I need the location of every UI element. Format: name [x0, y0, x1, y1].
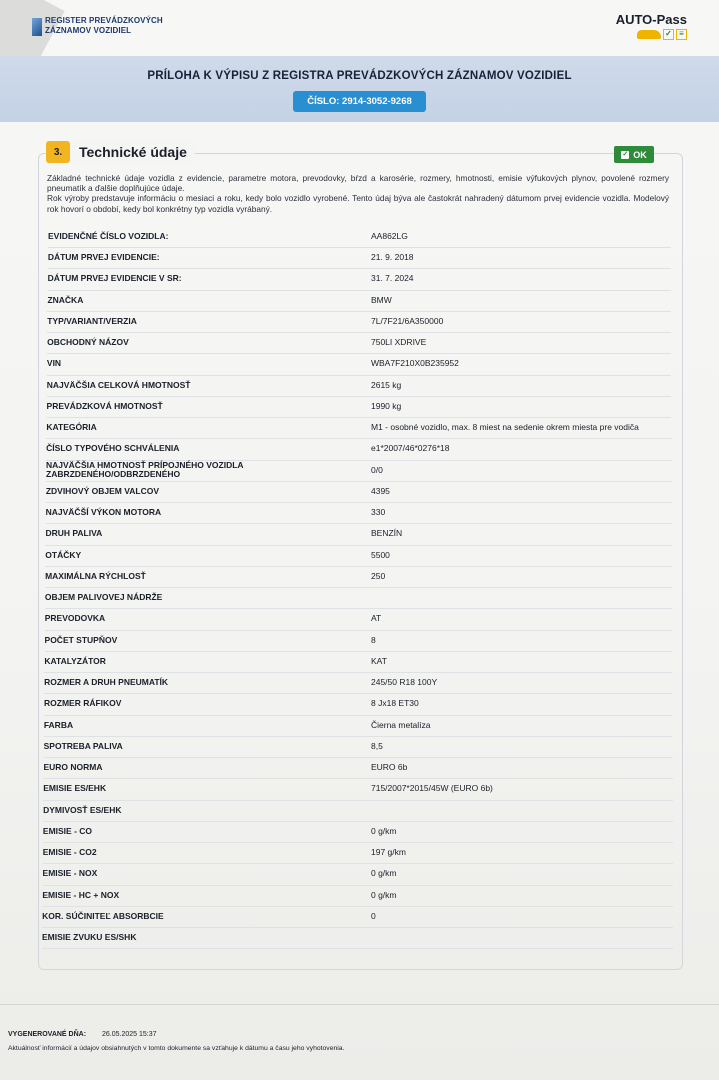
- table-row: [42, 927, 673, 949]
- row-label: OBJEM PALIVOVEJ NÁDRŽE: [44, 592, 163, 602]
- autopass-brand: AUTO-Pass: [615, 12, 687, 27]
- row-value: 0 g/km: [370, 889, 397, 900]
- table-row: [48, 226, 671, 248]
- table-row: [47, 290, 671, 312]
- table-row: [42, 906, 673, 928]
- row-label: KATEGÓRIA: [46, 422, 97, 432]
- row-value: M1 - osobné vozidlo, max. 8 miest na sedenie okrem miesta pre vodiča: [370, 422, 639, 432]
- table-row: [47, 396, 672, 418]
- table-row: [43, 821, 673, 843]
- table-row: [45, 566, 672, 588]
- row-value: 197 g/km: [370, 847, 406, 857]
- registry-name-line1: REGISTER PREVÁDZKOVÝCH: [45, 16, 163, 25]
- row-label: ZDVIHOVÝ OBJEM VALCOV: [45, 485, 160, 496]
- row-value: 8,5: [370, 740, 383, 751]
- section-title: Technické údaje: [79, 144, 187, 160]
- row-value: e1*2007/46*0276*18: [370, 443, 450, 454]
- row-value: 0/0: [371, 464, 383, 475]
- table-row: [44, 736, 673, 758]
- table-row: [45, 609, 672, 631]
- row-label: POČET STUPŇOV: [44, 634, 118, 645]
- autopass-logo: [616, 12, 687, 40]
- row-label: VIN: [46, 358, 62, 369]
- row-value: EURO 6b: [370, 762, 408, 772]
- row-value: 750LI XDRIVE: [370, 337, 427, 347]
- intro-paragraph-1: Základné technické údaje vozidla z evidencie, parametre motora, prevodovky, bŕzd a karosérie, rozmery, hmotnosti, emisie výfukových plynov, povolené rozmery pneumatík a ďalšie doplňujúce údaje.: [47, 173, 669, 194]
- row-label: EURO NORMA: [43, 762, 103, 772]
- table-row: [46, 481, 672, 503]
- row-label: DÁTUM PRVEJ EVIDENCIE:: [47, 252, 160, 262]
- disclaimer: Aktuálnosť informácií a údajov obsiahnutých v tomto dokumente sa vzťahuje k dátumu a času jeho vyhotovenia.: [8, 1045, 345, 1052]
- row-label: EMISIE - NOX: [42, 868, 98, 879]
- row-value: AT: [370, 613, 382, 624]
- row-label: NAJVÄČŠIA CELKOVÁ HMOTNOSŤ: [46, 379, 191, 390]
- intro-paragraph-2: Rok výroby predstavuje informáciu o mesiaci a roku, kedy bolo vozidlo vyrobené. Tento údaj býva ale častokrát nahradený dátumom prvej evidencie vozidla. Modelový rok hovorí o období, kedy bol konkrétny typ vozidla vyrábaný.: [47, 193, 669, 214]
- document-title: PRÍLOHA K VÝPISU Z REGISTRA PREVÁDZKOVÝCH ZÁZNAMOV VOZIDIEL: [147, 70, 572, 82]
- generated-label: VYGENEROVANÉ DŇA:: [8, 1031, 87, 1038]
- generated-value: 26.05.2025 15:37: [102, 1031, 157, 1038]
- table-row: [47, 375, 672, 397]
- row-value: 4395: [370, 485, 390, 496]
- registry-logo-mark: [32, 18, 42, 36]
- row-label: DYMIVOSŤ ES/EHK: [43, 804, 122, 815]
- row-value: 5500: [370, 549, 390, 560]
- row-label: DÁTUM PRVEJ EVIDENCIE V SR:: [47, 273, 182, 284]
- row-label: EVIDENČNÉ ČÍSLO VOZIDLA:: [48, 230, 169, 241]
- table-row: [43, 842, 673, 864]
- status-ok-badge: [614, 146, 654, 163]
- check-icon: ✓: [663, 29, 674, 40]
- row-label: EMISIE - CO: [42, 825, 93, 836]
- row-value: 0: [370, 910, 376, 921]
- status-ok-label: OK: [633, 149, 647, 160]
- row-value: 8 Jx18 ET30: [371, 698, 419, 709]
- generated-info: [8, 1031, 157, 1038]
- row-value: 0 g/km: [370, 825, 397, 836]
- row-value: 21. 9. 2018: [370, 252, 414, 262]
- table-row: [42, 885, 673, 907]
- row-value: 0 g/km: [370, 868, 397, 879]
- footer-divider: [0, 1004, 719, 1005]
- row-label: PREVÁDZKOVÁ HMOTNOSŤ: [46, 400, 163, 411]
- registry-name-line2: ZÁZNAMOV VOZIDIEL: [45, 26, 132, 35]
- row-label: NAJVÄČŠIA HMOTNOSŤ PRÍPOJNÉHO VOZIDLA ZABRZDENÉHO/ODBRZDENÉHO: [46, 459, 244, 480]
- row-label: KOR. SÚČINITEĽ ABSORBCIE: [42, 910, 164, 921]
- table-row: [48, 269, 671, 291]
- table-row: [44, 694, 672, 716]
- row-value: BMW: [370, 294, 392, 305]
- table-row: [45, 630, 673, 652]
- table-row: [43, 800, 673, 822]
- row-value: WBA7F210X0B235952: [370, 358, 459, 369]
- table-row: [43, 864, 673, 886]
- table-row: [48, 247, 671, 269]
- row-label: ZNAČKA: [47, 294, 84, 305]
- section-intro: [47, 173, 669, 214]
- table-row: [43, 779, 672, 801]
- row-label: PREVODOVKA: [44, 613, 106, 624]
- row-value: 7L/7F21/6A350000: [370, 315, 444, 326]
- row-label: FARBA: [43, 719, 74, 730]
- row-value: 330: [370, 507, 386, 517]
- row-value: 715/2007*2015/45W (EURO 6b): [370, 783, 493, 794]
- row-value: BENZÍN: [370, 528, 403, 539]
- row-value: 31. 7. 2024: [370, 273, 414, 284]
- row-value: 250: [370, 570, 386, 581]
- check-icon: ✓: [622, 150, 629, 158]
- row-label: ČÍSLO TYPOVÉHO SCHVÁLENIA: [46, 443, 180, 454]
- row-value: Čierna metalíza: [370, 719, 431, 730]
- table-row: [47, 354, 671, 376]
- row-label: EMISIE - CO2: [42, 847, 97, 857]
- table-row: [46, 417, 671, 439]
- section-header: [46, 141, 195, 163]
- row-label: ROZMER A DRUH PNEUMATÍK: [44, 677, 169, 687]
- row-label: EMISIE - HC + NOX: [42, 889, 120, 900]
- row-label: SPOTREBA PALIVA: [43, 740, 123, 751]
- row-value: KAT: [370, 655, 387, 666]
- title-band: [0, 56, 719, 122]
- table-row: [46, 439, 671, 461]
- document-icon: ≡: [676, 29, 687, 40]
- row-label: DRUH PALIVA: [45, 528, 103, 539]
- document-number-badge: ČÍSLO: 2914-3052-9268: [293, 91, 426, 112]
- row-label: KATALYZÁTOR: [44, 655, 106, 666]
- row-label: EMISIE ZVUKU ES/SHK: [42, 932, 137, 942]
- table-row: [44, 715, 673, 737]
- row-label: OBCHODNÝ NÁZOV: [47, 337, 129, 347]
- registry-logo: [32, 16, 163, 36]
- table-row: [44, 651, 672, 673]
- row-label: EMISIE ES/EHK: [43, 783, 107, 794]
- table-row: [46, 460, 672, 482]
- table-row: [45, 524, 671, 546]
- row-value: 8: [370, 634, 376, 645]
- table-row: [47, 332, 671, 354]
- row-value: AA862LG: [371, 230, 408, 241]
- car-icon: [637, 30, 661, 39]
- section-number: 3.: [46, 141, 70, 163]
- table-row: [47, 311, 671, 333]
- row-label: ROZMER RÁFIKOV: [44, 698, 122, 709]
- table-row: [46, 502, 672, 524]
- table-row: [45, 587, 672, 609]
- table-row: [43, 757, 672, 779]
- row-value: 1990 kg: [370, 400, 402, 411]
- row-label: TYP/VARIANT/VERZIA: [47, 315, 137, 326]
- row-value: 245/50 R18 100Y: [370, 677, 438, 687]
- table-row: [44, 672, 672, 694]
- row-label: OTÁČKY: [45, 549, 82, 560]
- row-label: MAXIMÁLNA RÝCHLOSŤ: [45, 570, 146, 581]
- row-label: NAJVÄČŠÍ VÝKON MOTORA: [45, 507, 162, 517]
- table-row: [45, 545, 672, 567]
- row-value: 2615 kg: [370, 379, 402, 390]
